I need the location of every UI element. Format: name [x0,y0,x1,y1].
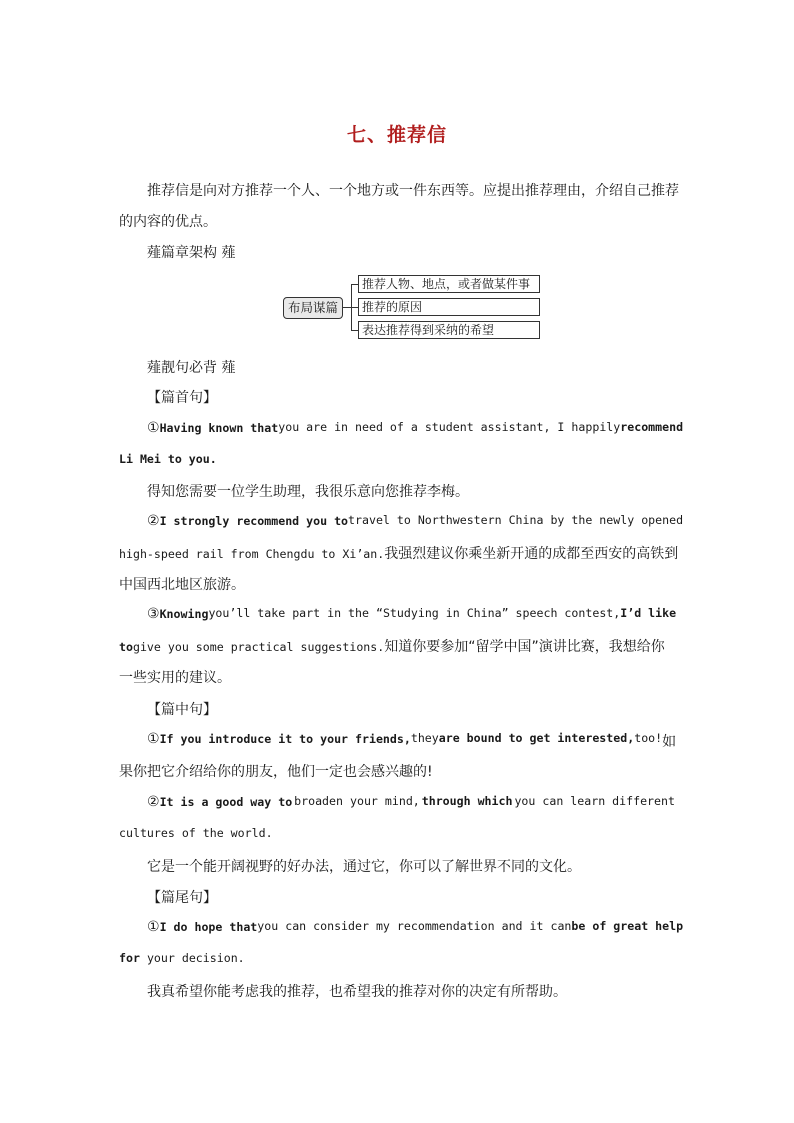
opening-s2-line2: high-speed rail from Chengdu to Xi’an.我强烈建议你乘坐新开通的成都至西安的高铁到 [119,546,679,562]
opening-s3-line1: ③Knowing you’ll take part in the “Studying in China” speech contest, I’d like [147,606,677,622]
diagram-item-1: 推荐人物、地点，或者做某件事 [358,275,540,293]
intro-line-1: 推荐信是向对方推荐一个人、一个地方或一件东西等。应提出推荐理由，介绍自己推荐 [147,183,679,199]
middle-s2-line2: cultures of the world. [119,826,273,840]
opening-s1-translation: 得知您需要一位学生助理，我很乐意向您推荐李梅。 [147,484,469,500]
diagram-branch-3 [351,330,358,331]
opening-s3-line3: 一些实用的建议。 [119,670,231,686]
opening-s2-line1: ②I strongly recommend you to travel to Northwestern China by the newly opened [147,513,684,529]
middle-s1-line2: 果你把它介绍给你的朋友，他们一定也会感兴趣的! [119,764,433,780]
intro-line-2: 的内容的优点。 [119,214,217,230]
middle-s2-translation: 它是一个能开阔视野的好办法，通过它，你可以了解世界不同的文化。 [147,859,581,875]
middle-s1-line1: ①If you introduce it to your friends, they are bound to get interested, too! 如 [147,731,677,750]
section-heading-sentences: 薤靓句必背 薤 [147,360,236,376]
diagram-item-2: 推荐的原因 [358,298,540,316]
diagram-connector [343,307,351,308]
diagram-branch-1 [351,284,358,285]
closing-s1-line2: for your decision. [119,951,245,965]
closing-label: 【篇尾句】 [147,890,217,906]
diagram-branch-2 [351,307,358,308]
diagram-main-box: 布局谋篇 [283,297,343,319]
opening-s1-line1: ①Having known that you are in need of a student assistant, I happily recommend [147,420,684,436]
closing-s1-translation: 我真希望你能考虑我的推荐，也希望我的推荐对你的决定有所帮助。 [147,984,567,1000]
closing-s1-line1: ①I do hope that you can consider my recommendation and it can be of great help [147,919,684,935]
section-heading-structure: 薤篇章架构 薤 [147,245,236,261]
middle-s2-line1: ②It is a good way to broaden your mind, through which you can learn different [147,794,675,810]
opening-s2-line3: 中国西北地区旅游。 [119,577,245,593]
page-title: 七、推荐信 [346,124,447,146]
structure-diagram [283,273,539,343]
opening-label: 【篇首句】 [147,390,217,406]
middle-label: 【篇中句】 [147,702,217,718]
opening-s1-line2: Li Mei to you. [119,452,217,466]
opening-s3-line2: togive you some practical suggestions.知道你要参加“留学中国”演讲比赛，我想给你 [119,639,665,655]
diagram-item-3: 表达推荐得到采纳的希望 [358,321,540,339]
